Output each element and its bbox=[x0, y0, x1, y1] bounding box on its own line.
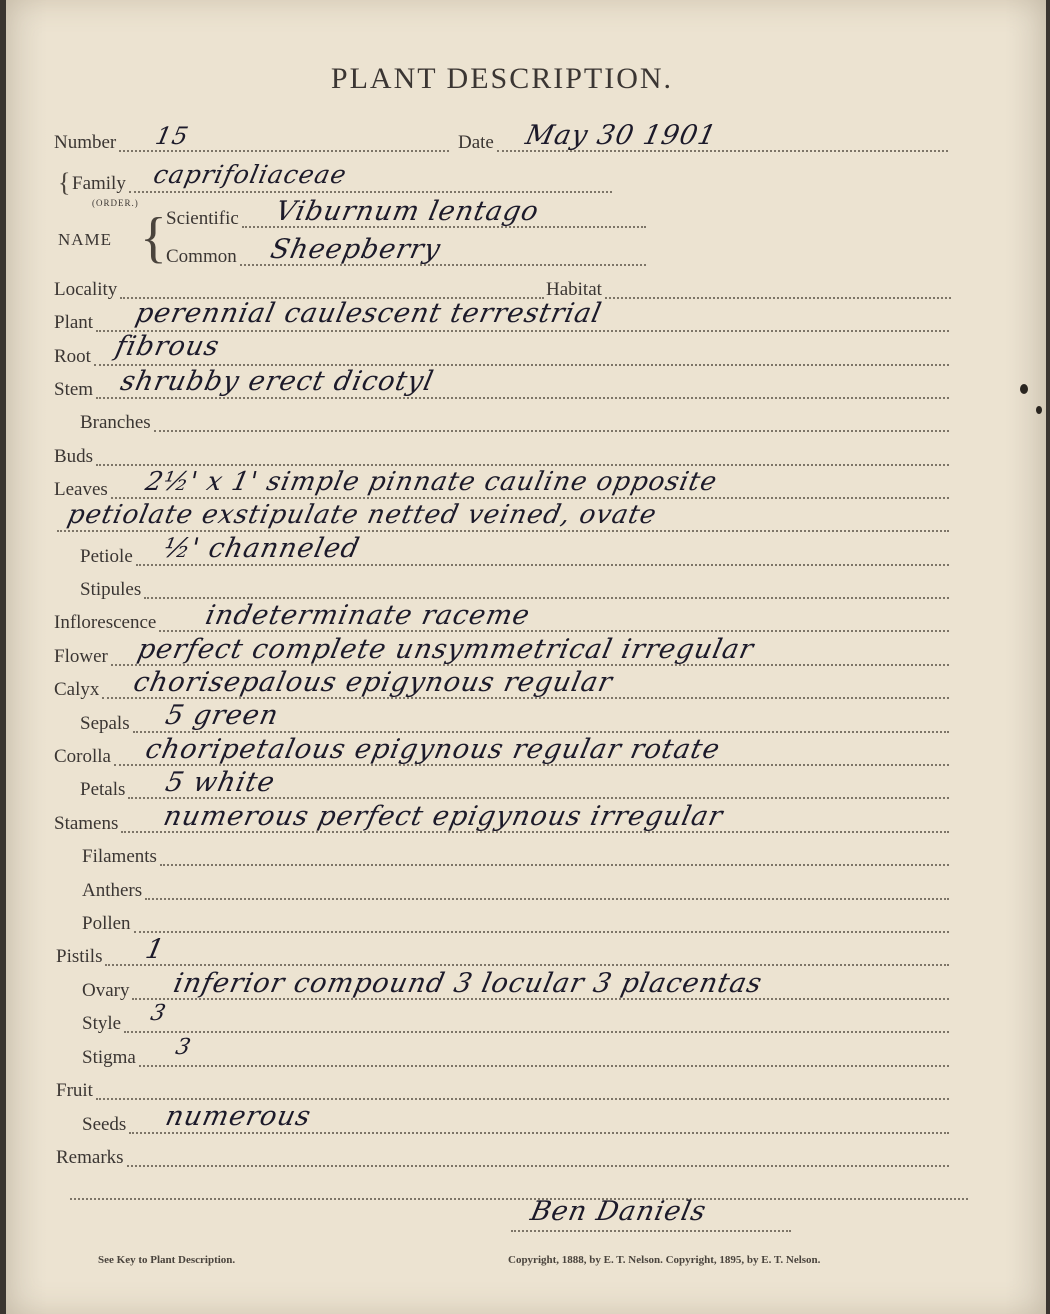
corolla-label: Corolla bbox=[54, 746, 111, 767]
style-label: Style bbox=[82, 1013, 122, 1034]
locality-label: Locality bbox=[54, 279, 118, 300]
filaments-field bbox=[82, 839, 949, 869]
root-label: Root bbox=[54, 346, 91, 367]
fruit-field bbox=[56, 1073, 949, 1103]
ovary-label: Ovary bbox=[82, 980, 130, 1001]
common-label: Common bbox=[166, 246, 237, 267]
stipules-label: Stipules bbox=[80, 579, 142, 600]
ink-blot bbox=[1036, 406, 1042, 414]
hw-inflorescence: indeterminate raceme bbox=[202, 600, 534, 631]
remarks-label: Remarks bbox=[56, 1147, 124, 1168]
hw-stamens: numerous perfect epigynous irregular bbox=[160, 801, 726, 832]
anthers-field bbox=[82, 873, 949, 903]
scientific-label: Scientific bbox=[166, 208, 239, 229]
hw-family: caprifoliaceae bbox=[150, 160, 350, 189]
leaves-label: Leaves bbox=[54, 479, 108, 500]
buds-label: Buds bbox=[54, 446, 94, 467]
habitat-label: Habitat bbox=[546, 279, 602, 300]
hw-petals: 5 white bbox=[162, 767, 279, 798]
hw-plant: perennial caulescent terrestrial bbox=[132, 298, 605, 329]
stigma-field bbox=[82, 1040, 949, 1070]
flower-label: Flower bbox=[54, 646, 108, 667]
family-label: Family bbox=[72, 173, 126, 194]
pistils-label: Pistils bbox=[56, 946, 103, 967]
hw-seeds: numerous bbox=[162, 1101, 315, 1132]
hw-scientific: Viburnum lentago bbox=[272, 196, 542, 227]
branches-label: Branches bbox=[80, 412, 151, 433]
plant-label: Plant bbox=[54, 312, 94, 333]
pollen-label: Pollen bbox=[82, 913, 131, 934]
hw-flower: perfect complete unsymmetrical irregular bbox=[134, 634, 757, 665]
page-title: PLANT DESCRIPTION. bbox=[330, 62, 674, 95]
hw-calyx: chorisepalous epigynous regular bbox=[130, 667, 616, 698]
number-label: Number bbox=[54, 132, 117, 153]
hw-style: 3 bbox=[148, 1001, 169, 1026]
footer-key-note: See Key to Plant Description. bbox=[98, 1254, 236, 1266]
seeds-label: Seeds bbox=[82, 1114, 127, 1135]
hw-leaves-line2: petiolate exstipulate netted veined, ovate bbox=[64, 500, 660, 530]
stipules-field bbox=[80, 572, 949, 602]
hw-stigma: 3 bbox=[173, 1035, 194, 1060]
hw-root: fibrous bbox=[112, 331, 223, 362]
hw-pistils: 1 bbox=[142, 934, 168, 965]
hw-number: 15 bbox=[153, 122, 192, 150]
hw-leaves-line1: 2½' x 1' simple pinnate cauline opposite bbox=[142, 467, 721, 497]
name-label: NAME bbox=[58, 230, 113, 249]
habitat-field bbox=[546, 272, 951, 302]
number-field bbox=[54, 125, 449, 155]
stem-label: Stem bbox=[54, 379, 94, 400]
style-field bbox=[82, 1006, 949, 1036]
hw-common: Sheepberry bbox=[267, 234, 444, 265]
calyx-label: Calyx bbox=[54, 679, 100, 700]
plant-description-sheet bbox=[6, 0, 1046, 1314]
ink-blot bbox=[1020, 384, 1028, 394]
stigma-label: Stigma bbox=[82, 1047, 136, 1068]
hw-corolla: choripetalous epigynous regular rotate bbox=[142, 734, 724, 765]
order-label: (ORDER.) bbox=[92, 198, 139, 208]
hw-sepals: 5 green bbox=[162, 700, 282, 731]
hw-ovary: inferior compound 3 locular 3 placentas bbox=[170, 968, 766, 999]
buds-field bbox=[54, 439, 949, 469]
pistils-field bbox=[56, 939, 949, 969]
hw-signature: Ben Daniels bbox=[527, 1196, 710, 1227]
inflorescence-label: Inflorescence bbox=[54, 612, 157, 633]
filaments-label: Filaments bbox=[82, 846, 157, 867]
hw-petiole: ½' channeled bbox=[160, 533, 363, 564]
date-label: Date bbox=[458, 132, 494, 153]
petals-label: Petals bbox=[80, 779, 126, 800]
sepals-label: Sepals bbox=[80, 713, 130, 734]
petiole-label: Petiole bbox=[80, 546, 133, 567]
stamens-label: Stamens bbox=[54, 813, 119, 834]
signature-line bbox=[511, 1230, 791, 1232]
branches-field bbox=[80, 405, 949, 435]
name-brace: { bbox=[140, 207, 167, 269]
pollen-field bbox=[82, 906, 949, 936]
anthers-label: Anthers bbox=[82, 880, 143, 901]
footer-copyright: Copyright, 1888, by E. T. Nelson. Copyright, 1895, by E. T. Nelson. bbox=[508, 1254, 821, 1266]
hw-stem: shrubby erect dicotyl bbox=[117, 366, 437, 397]
fruit-label: Fruit bbox=[56, 1080, 93, 1101]
family-brace: { bbox=[58, 168, 71, 197]
remarks-field bbox=[56, 1140, 949, 1170]
remarks-continued-line bbox=[70, 1198, 968, 1200]
hw-date: May 30 1901 bbox=[522, 120, 720, 151]
